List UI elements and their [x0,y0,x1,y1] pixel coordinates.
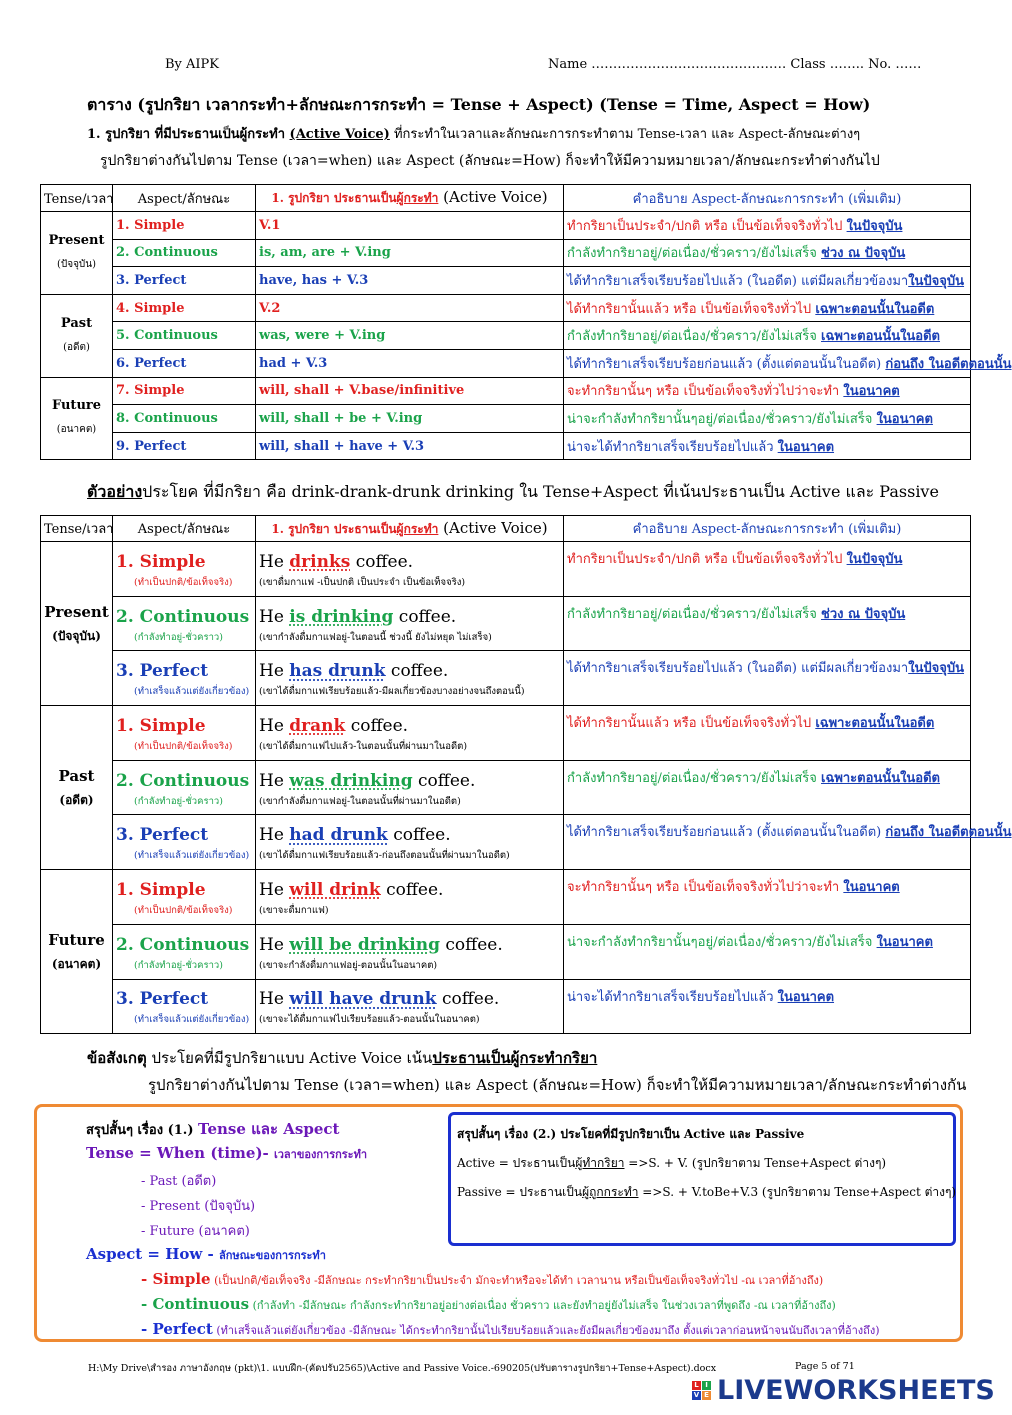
aspect-cell: 8. Continuous [113,405,256,433]
tense-thai: (อนาคต) [51,956,102,971]
page-number: Page 5 of 71 [795,1361,855,1372]
author-label: By AIPK [165,57,220,72]
example-sentence [259,985,560,1013]
description-cell [564,294,971,322]
description-emphasis: เฉพาะตอนนั้นในอดีต [821,329,941,345]
table-row [41,405,971,433]
observation-note-2: รูปกริยาต่างกันไปตาม Tense (เวลา=when) และ Aspect (ลักษณะ=How) ก็จะทำให้มีความหมายเวลา/ลักษณะกระทำต่างกัน [148,1076,967,1094]
col-header-tense: Tense/เวลา [41,516,113,542]
table-row [41,294,971,322]
object: coffee. [398,606,457,627]
table-row [41,979,971,1034]
verb-form-cell: is, am, are + V.ing [256,239,564,267]
table-row [41,432,971,460]
aspect-cell: 6. Perfect [113,349,256,377]
example-sentence [259,876,560,904]
col-header-form: 1. รูปกริยา ประธานเป็นผู้กระทำ (Active Voice) [256,185,564,212]
description-emphasis: ในปัจจุบัน [846,552,903,567]
aspect-note: (กำลังทำอยู่-ชั่วคราว) [134,959,223,971]
col-header-tense: Tense/เวลา [41,185,113,212]
summary-title-1: สรุปสั้นๆ เรื่อง (1.) Tense และ Aspect [86,1120,340,1138]
brand-icon [692,1381,711,1400]
description-cell [564,760,971,815]
description-cell [564,405,971,433]
table-row [41,760,971,815]
summary-simple: - Simple (เป็นปกติ/ข้อเท็จจริง -มีลักษณะ กระทำกริยาเป็นประจำ มักจะทำหรือจะได้ทำ เวลานาน หรือเป็นข้อเท็จจริงทั่วไป -ณ เวลาที่อ้างถึง) [141,1270,824,1288]
description-emphasis: ช่วง ณ ปัจจุบัน [821,246,906,262]
aspect-note: (ทำเสร็จแล้วแต่ยังเกี่ยวข้อง) [134,1014,250,1026]
description-text: จะทำกริยานั้นๆ หรือ เป็นข้อเท็จจริงทั่วไปว่าจะทำ [567,880,844,896]
verb-form-cell: will, shall + be + V.ing [256,405,564,433]
aspect-note: (ทำเป็นปกติ/ข้อเท็จจริง) [134,576,233,588]
summary-past: - Past (อดีต) [141,1174,217,1189]
description-text: ได้ทำกริยาเสร็จเรียบร้อยก่อนแล้ว (ตั้งแต่ตอนนั้นในอดีต) [567,356,886,372]
aspect-note: (ทำเป็นปกติ/ข้อเท็จจริง) [134,904,233,916]
description-emphasis: ในอนาคต [777,989,835,1005]
translation: (เขาจะดื่มกาแฟ) [259,904,329,916]
intro-prefix: 1. รูปกริยา ที่มีประธานเป็นผู้กระทำ [87,127,286,142]
aspect-cell [113,870,256,925]
description-cell [564,267,971,295]
aspect-label: 3. Perfect [116,825,209,846]
description-text: ได้ทำกริยาเสร็จเรียบร้อยไปแล้ว (ในอดีต) แต่มีผลเกี่ยวข้องมา [567,661,909,677]
description-text: กำลังทำกริยาอยู่/ต่อเนื่อง/ชั่วคราว/ยังไม่เสร็จ [567,770,822,786]
tense-label: Present [44,602,109,621]
aspect-cell: 4. Simple [113,294,256,322]
aspect-cell [113,815,256,870]
example-sentence [259,931,560,959]
subject: He [259,989,284,1010]
translation: (เขาได้ดื่มกาแฟเรียบร้อยแล้ว-ก่อนถึงตอนนั้นที่ผ่านมาในอดีต) [259,850,510,862]
object: coffee. [418,770,476,791]
example-sentence [259,712,560,740]
table-row [41,706,971,761]
table-row [41,349,971,377]
verb-form-cell: was, were + V.ing [256,322,564,350]
verb-form-cell: will, shall + V.base/infinitive [256,377,564,405]
description-cell [564,706,971,761]
verb-form-cell: will, shall + have + V.3 [256,432,564,460]
description-text: กำลังทำกริยาอยู่/ต่อเนื่อง/ชั่วคราว/ยังไม่เสร็จ [567,606,822,622]
table-row [41,870,971,925]
description-cell [564,432,971,460]
translation: (เขาจะกำลังดื่มกาแฟอยู่-ตอนนั้นในอนาคต) [259,959,438,971]
subject: He [259,551,284,572]
object: coffee. [355,551,414,572]
intro-line-2: รูปกริยาต่างกันไปตาม Tense (เวลา=when) และ Aspect (ลักษณะ=How) ก็จะทำให้มีความหมายเวลา/ลักษณะกระทำต่างกันไป [100,153,880,169]
description-emphasis: ในปัจจุบัน [846,218,903,234]
example-sentence [259,657,560,685]
object: coffee. [390,661,449,682]
summary-continuous: - Continuous (กำลังทำ -มีลักษณะ กำลังกระทำกริยาอยู่อย่างต่อเนื่อง ชั่วคราว และยังทำอยู่ยังไม่เสร็จ ในช่วงเวลาที่พูดถึง -ณ เวลาที่อ้างถึง) [141,1295,836,1313]
tense-label: Future [48,930,105,949]
description-text: น่าจะกำลังทำกริยานั้นๆอยู่/ต่อเนื่อง/ชั่วคราว/ยังไม่เสร็จ [567,934,877,950]
example-cell [256,870,564,925]
verb-blank[interactable]: will be drinking [289,934,440,955]
aspect-cell [113,760,256,815]
verb-form-cell: V.2 [256,294,564,322]
description-emphasis: เฉพาะตอนนั้นในอดีต [815,301,935,317]
example-cell [256,706,564,761]
tense-cell [41,542,113,706]
aspect-note: (กำลังทำอยู่-ชั่วคราว) [134,631,223,643]
tense-cell [41,706,113,870]
example-cell [256,596,564,651]
verb-blank[interactable]: drank [289,715,346,736]
aspect-cell [113,979,256,1034]
description-emphasis: ช่วง ณ ปัจจุบัน [821,606,906,622]
object: coffee. [350,715,409,736]
active-definition: Active = ประธานเป็นผู้ทำกริยา =>S. + V. (รูปกริยาตาม Tense+Aspect ต่างๆ) [457,1156,887,1170]
liveworksheets-logo[interactable] [692,1375,995,1406]
description-emphasis: ในอนาคต [843,384,900,400]
col-header-aspect: Aspect/ลักษณะ [113,516,256,542]
col-header-form: 1. รูปกริยา ประธานเป็นผู้กระทำ (Active Voice) [256,516,564,542]
aspect-note: (ทำเสร็จแล้วแต่ยังเกี่ยวข้อง) [134,686,250,698]
tense-thai: (อดีต) [59,792,94,807]
table-row [41,542,971,597]
aspect-cell [113,542,256,597]
subject: He [259,770,284,791]
aspect-cell: 9. Perfect [113,432,256,460]
aspect-cell [113,651,256,706]
description-cell [564,651,971,706]
name-class-no-line[interactable]: Name ……………………………………… Class …….. No. …… [548,57,922,72]
aspect-note: (ทำเป็นปกติ/ข้อเท็จจริง) [134,740,233,752]
table-header-row [41,185,971,212]
aspect-label: 3. Perfect [116,661,209,682]
tense-aspect-form-table [40,184,1012,460]
example-sentence-table [40,515,1012,1034]
description-cell [564,239,971,267]
tense-label: Present [48,232,105,248]
logo-letter: I [702,1381,711,1390]
tense-label: Past [58,766,95,785]
aspect-label: 1. Simple [116,879,206,900]
object: coffee. [386,879,444,900]
description-cell [564,542,971,597]
verb-blank[interactable]: was drinking [289,770,413,791]
aspect-cell [113,924,256,979]
tense-cell [41,377,113,460]
description-text: จะทำกริยานั้นๆ หรือ เป็นข้อเท็จจริงทั่วไปว่าจะทำ [567,384,844,400]
description-text: น่าจะได้ทำกริยาเสร็จเรียบร้อยไปแล้ว [567,439,778,455]
verb-blank[interactable]: will drink [289,879,381,900]
logo-letter: V [693,1391,700,1399]
description-emphasis: ก่อนถึง ในอดีตตอนนั้น [885,356,1012,372]
aspect-cell: 5. Continuous [113,322,256,350]
table-row [41,596,971,651]
subject: He [259,715,284,736]
example-sentence [259,548,560,576]
tense-thai: (ปัจจุบัน) [52,628,101,643]
tense-label: Future [51,398,102,414]
aspect-cell [113,596,256,651]
aspect-label: 2. Continuous [116,934,250,955]
example-cell [256,651,564,706]
table-row [41,815,971,870]
brand-name: LIVEWORKSHEETS [717,1375,995,1406]
description-emphasis: ในอนาคต [777,439,835,455]
verb-form-cell: V.1 [256,212,564,240]
description-text: น่าจะได้ทำกริยาเสร็จเรียบร้อยไปแล้ว [567,989,778,1005]
summary-box-2 [448,1112,956,1246]
subject: He [259,606,284,627]
description-emphasis: เฉพาะตอนนั้นในอดีต [821,770,941,786]
logo-letter: E [702,1391,711,1400]
description-emphasis: เฉพาะตอนนั้นในอดีต [815,716,935,732]
aspect-label: 3. Perfect [116,989,209,1010]
translation: (เขาดื่มกาแฟ -เป็นปกติ เป็นประจำ เป็นข้อเท็จจริง) [259,576,466,588]
translation: (เขากำลังดื่มกาแฟอยู่-ในตอนนี้ ช่วงนี้ ยังไม่หยุด ไม่เสร็จ) [259,631,492,643]
translation: (เขากำลังดื่มกาแฟอยู่-ในตอนนั้นที่ผ่านมาในอดีต) [259,795,461,807]
verb-blank[interactable]: is drinking [289,606,394,627]
subject: He [259,661,284,682]
tense-cell [41,870,113,1034]
verb-blank[interactable]: had drunk [289,825,388,846]
description-text: น่าจะกำลังทำกริยานั้นๆอยู่/ต่อเนื่อง/ชั่วคราว/ยังไม่เสร็จ [567,411,877,427]
aspect-cell: 1. Simple [113,212,256,240]
summary-future: - Future (อนาคต) [141,1224,250,1239]
example-sentence [259,603,560,631]
verb-form-cell: had + V.3 [256,349,564,377]
aspect-note: (ทำเสร็จแล้วแต่ยังเกี่ยวข้อง) [134,850,250,862]
example-cell [256,815,564,870]
description-cell [564,979,971,1034]
aspect-label: 1. Simple [116,715,206,736]
aspect-cell: 2. Continuous [113,239,256,267]
tense-cell [41,212,113,295]
object: coffee. [441,989,500,1010]
translation: (เขาได้ดื่มกาแฟไปแล้ว-ในตอนนั้นที่ผ่านมาในอดีต) [259,740,468,752]
example-cell [256,760,564,815]
description-cell [564,212,971,240]
summary-perfect: - Perfect (ทำเสร็จแล้วแต่ยังเกี่ยวข้อง -มีลักษณะ ได้กระทำกริยานั้นไปเรียบร้อยแล้วและยังมีผลเกี่ยวข้องมาถึง ตั้งแต่เวลาก่อนหน้าจนนับถึงเวลาที่อ้างถึง) [141,1320,880,1338]
table-row [41,924,971,979]
table-row [41,651,971,706]
description-emphasis: ก่อนถึง ในอดีตตอนนั้น [885,825,1012,841]
summary-present: - Present (ปัจจุบัน) [141,1199,256,1214]
example-cell [256,979,564,1034]
translation: (เขาจะได้ดื่มกาแฟไปเรียบร้อยแล้ว-ตอนนั้นในอนาคต) [259,1014,480,1026]
table-row [41,212,971,240]
subject: He [259,934,284,955]
col-header-aspect: Aspect/ลักษณะ [113,185,256,212]
description-cell [564,870,971,925]
description-emphasis: ในอนาคต [843,880,900,896]
description-emphasis: ในอนาคต [876,411,933,427]
verb-blank[interactable]: drinks [289,551,351,572]
summary-aspect-line: Aspect = How - ลักษณะของการกระทำ [86,1245,326,1263]
col-header-desc: คำอธิบาย Aspect-ลักษณะการกระทำ (เพิ่มเติม) [564,185,971,212]
tense-thai: (อดีต) [63,341,90,353]
description-cell [564,377,971,405]
description-emphasis: ในปัจจุบัน [908,661,965,677]
description-cell [564,349,1012,377]
aspect-label: 2. Continuous [116,770,250,791]
example-sentence [259,767,560,795]
intro-suffix: ที่กระทำในเวลาและลักษณะการกระทำตาม Tense-เวลา และ Aspect-ลักษณะต่างๆ [389,127,861,142]
observation-note: ข้อสังเกตุ ประโยคที่มีรูปกริยาแบบ Active Voice เน้นประธานเป็นผู้กระทำกริยา [87,1049,598,1067]
description-text: ได้ทำกริยานั้นแล้ว หรือ เป็นข้อเท็จจริงทั่วไป [567,716,816,732]
table-row [41,239,971,267]
summary-title-2: สรุปสั้นๆ เรื่อง (2.) ประโยคที่มีรูปกริยาเป็น Active และ Passive [457,1127,805,1141]
page-title: ตาราง (รูปกริยา เวลากระทำ+ลักษณะการกระทำ = Tense + Aspect) (Tense = Time, Aspect = How) [87,95,871,114]
description-cell [564,596,971,651]
description-text: ทำกริยาเป็นประจำ/ปกติ หรือ เป็นข้อเท็จจริงทั่วไป [567,218,847,234]
aspect-label: 1. Simple [116,551,206,572]
description-text: ได้ทำกริยาเสร็จเรียบร้อยไปแล้ว (ในอดีต) แต่มีผลเกี่ยวข้องมา [567,273,909,289]
logo-letter: L [692,1381,701,1390]
example-cell [256,924,564,979]
description-text: ทำกริยาเป็นประจำ/ปกติ หรือ เป็นข้อเท็จจริงทั่วไป [567,552,847,567]
verb-blank[interactable]: has drunk [289,661,386,682]
passive-definition: Passive = ประธานเป็นผู้ถูกกระทำ =>S. + V.toBe+V.3 (รูปกริยาตาม Tense+Aspect ต่างๆ) [457,1185,957,1199]
subject: He [259,825,284,846]
description-text: กำลังทำกริยาอยู่/ต่อเนื่อง/ชั่วคราว/ยังไม่เสร็จ [567,246,822,262]
aspect-label: 2. Continuous [116,606,250,627]
description-cell [564,924,971,979]
intro-line-1 [87,123,860,144]
intro-active-voice: (Active Voice) [289,127,390,142]
summary-tense-line: Tense = When (time)- เวลาของการกระทำ [86,1144,368,1162]
verb-blank[interactable]: will have drunk [289,989,437,1010]
tense-label: Past [60,315,93,331]
object: coffee. [445,934,503,955]
table-row [41,322,971,350]
aspect-note: (กำลังทำอยู่-ชั่วคราว) [134,795,223,807]
example-cell [256,542,564,597]
aspect-cell: 7. Simple [113,377,256,405]
description-text: ได้ทำกริยาเสร็จเรียบร้อยก่อนแล้ว (ตั้งแต่ตอนนั้นในอดีต) [567,825,886,841]
description-emphasis: ในอนาคต [876,934,933,950]
description-cell [564,322,971,350]
example-sentence [259,821,560,849]
description-text: กำลังทำกริยาอยู่/ต่อเนื่อง/ชั่วคราว/ยังไม่เสร็จ [567,329,822,345]
aspect-cell [113,706,256,761]
verb-form-cell: have, has + V.3 [256,267,564,295]
description-cell [564,815,1012,870]
tense-cell [41,294,113,377]
description-emphasis: ในปัจจุบัน [908,273,965,289]
translation: (เขาได้ดื่มกาแฟเรียบร้อยแล้ว-มีผลเกี่ยวข้องบางอย่างจนถึงตอนนี้) [259,686,525,698]
object: coffee. [393,825,451,846]
aspect-cell: 3. Perfect [113,267,256,295]
table-row [41,377,971,405]
table-row [41,267,971,295]
file-path: H:\My Drive\สำรอง ภาษาอังกฤษ (pkt)\1. แบบฝึก-(คัดปรับ2565)\Active and Passive Voice.-690205(ปรับตารางรูปกริยา+Tense+Aspect).docx [88,1363,717,1374]
example-label: ตัวอย่างประโยค ที่มีกริยา คือ drink-drank-drunk drinking ใน Tense+Aspect ที่เน้นประธานเป็น Active และ Passive [87,482,939,501]
col-header-desc: คำอธิบาย Aspect-ลักษณะการกระทำ (เพิ่มเติม) [564,516,971,542]
table-header-row [41,516,971,542]
subject: He [259,879,284,900]
tense-thai: (ปัจจุบัน) [56,258,97,270]
description-text: ได้ทำกริยานั้นแล้ว หรือ เป็นข้อเท็จจริงทั่วไป [567,301,816,317]
tense-thai: (อนาคต) [56,424,97,436]
